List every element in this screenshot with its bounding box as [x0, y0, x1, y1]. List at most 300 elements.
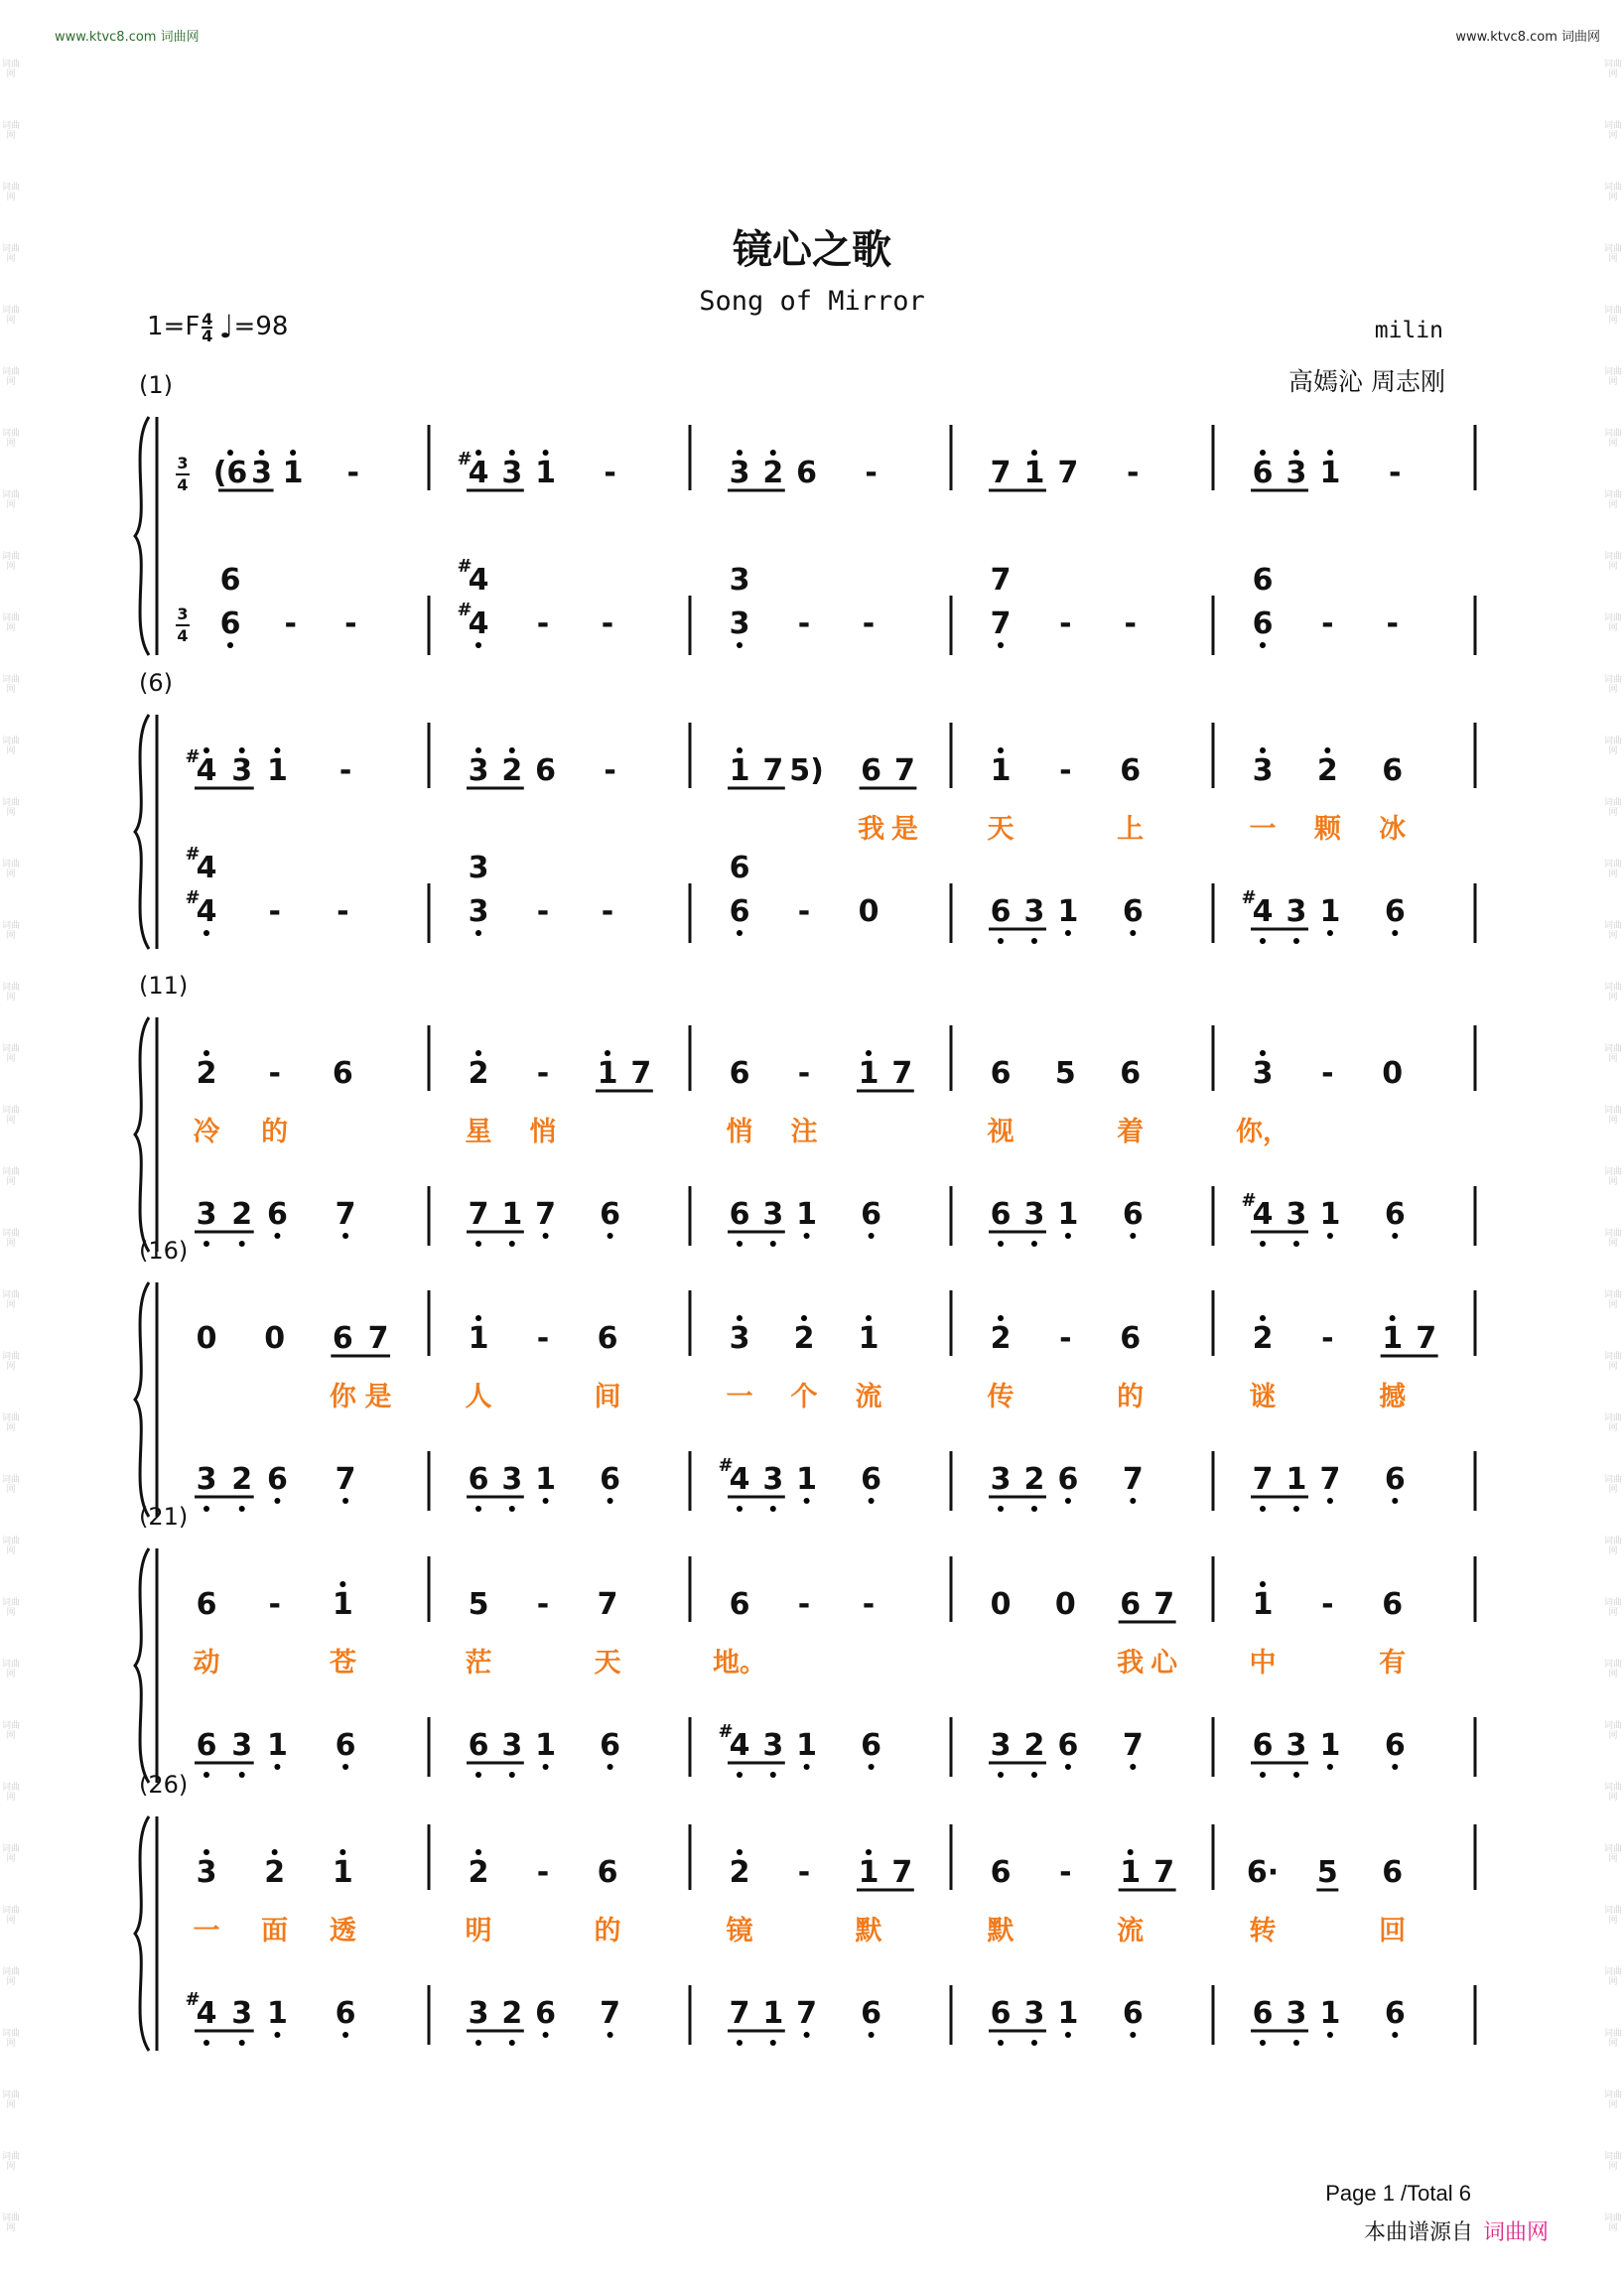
octave-low-dot: [543, 1233, 549, 1239]
source-brand: 词曲网: [1482, 2220, 1549, 2245]
octave-low-dot: [342, 1764, 348, 1770]
bass-note: 3: [1286, 894, 1307, 929]
melody-note: 3: [196, 1855, 217, 1890]
melody-note: 7: [1416, 1321, 1437, 1356]
octave-low-dot: [1327, 1498, 1333, 1504]
octave-high-dot: [509, 450, 515, 456]
bass-note: 3: [196, 1197, 217, 1232]
lyric-char: 谜: [1249, 1382, 1277, 1412]
bass-note: 3: [762, 1728, 784, 1763]
lyric-char: 心: [1150, 1648, 1178, 1678]
bass-note: 7: [468, 1197, 489, 1232]
octave-low-dot: [1260, 1772, 1266, 1778]
melody-note: 4: [196, 753, 217, 788]
lyric-char: 注: [790, 1117, 818, 1147]
bass-note: 7: [335, 1462, 356, 1497]
octave-low-dot: [1293, 1241, 1299, 1247]
watermark-strip-text: 词曲网: [1604, 1044, 1623, 1064]
octave-low-dot: [342, 1233, 348, 1239]
chord-note: 4: [196, 851, 217, 885]
watermark-strip-text: 词曲网: [2, 1537, 21, 1556]
watermark-strip-text: 词曲网: [1604, 798, 1623, 818]
watermark-strip-text: 词曲网: [1604, 2213, 1623, 2233]
octave-high-dot: [801, 1315, 807, 1321]
octave-low-dot: [737, 1241, 743, 1247]
bass-note: 0: [858, 894, 880, 929]
melody-note: -: [1127, 456, 1140, 490]
octave-low-dot: [509, 1506, 515, 1512]
octave-high-dot: [274, 747, 280, 753]
sharp-sign: #: [1241, 887, 1257, 908]
bass-note: 3: [231, 1996, 253, 2031]
bass-note: 1: [1319, 1197, 1341, 1232]
lyric-char: 视: [987, 1117, 1015, 1147]
octave-high-dot: [1128, 1849, 1134, 1855]
melody-note: 1: [858, 1855, 880, 1890]
bass-note: 6: [1122, 1197, 1144, 1232]
watermark-strip-text: 词曲网: [2, 1660, 21, 1679]
watermark-strip-text: 词曲网: [2, 1290, 21, 1310]
sharp-sign: #: [1241, 1190, 1257, 1211]
melody-note: 0: [990, 1587, 1012, 1622]
octave-low-dot: [1031, 1506, 1037, 1512]
melody-note: 0: [196, 1321, 217, 1356]
composer: milin: [1374, 318, 1443, 343]
header-watermark-right: www.ktvc8.com 词曲网: [1455, 30, 1600, 45]
octave-low-dot: [1130, 2032, 1136, 2038]
octave-low-dot: [608, 1233, 613, 1239]
lyric-char: 天: [594, 1648, 621, 1678]
watermark-strip-text: 词曲网: [2, 490, 21, 510]
watermark-strip-text: 词曲网: [2, 737, 21, 756]
time-bottom: 4: [202, 326, 213, 345]
bass-note: 1: [1319, 1996, 1341, 2031]
melody-note: 1: [535, 456, 557, 490]
sharp-sign: #: [185, 746, 201, 767]
lyric-char: 上: [1117, 814, 1145, 845]
melody-note: 3: [1286, 456, 1307, 490]
melody-note: -: [1389, 456, 1402, 490]
header-watermark-left: www.ktvc8.com 词曲网: [55, 30, 200, 45]
octave-low-dot: [737, 1772, 743, 1778]
melody-note: 1: [858, 1321, 880, 1356]
melody-note: -: [604, 456, 616, 490]
octave-low-dot: [608, 2032, 613, 2038]
octave-low-dot: [770, 1506, 776, 1512]
watermark-strip-text: 词曲网: [1604, 60, 1623, 79]
measure-number: (11): [139, 972, 189, 1000]
octave-low-dot: [543, 1764, 549, 1770]
watermark-strip-text: 词曲网: [1604, 1783, 1623, 1803]
bass-note: -: [536, 894, 550, 929]
octave-high-dot: [1324, 747, 1330, 753]
bass-note: 2: [1023, 1728, 1045, 1763]
octave-low-dot: [543, 1498, 549, 1504]
source-credit: [1364, 2215, 1549, 2246]
watermark-strip-text: 词曲网: [1604, 1475, 1623, 1495]
bass-note: 3: [762, 1197, 784, 1232]
lyric-char: 你，: [1236, 1117, 1289, 1147]
bass-note: 6: [266, 1462, 288, 1497]
melody-note: 2: [793, 1321, 815, 1356]
melody-note: 6: [861, 753, 882, 788]
lyric-char: 我: [858, 814, 885, 845]
watermark-strip-text: 词曲网: [1604, 1537, 1623, 1556]
octave-low-dot: [1130, 1764, 1136, 1770]
melody-note: 3: [501, 456, 523, 490]
octave-high-dot: [339, 1849, 345, 1855]
lyric-char: 转: [1249, 1916, 1277, 1946]
octave-low-dot: [1260, 2040, 1266, 2046]
melody-note: 7: [367, 1321, 389, 1356]
song-title: 镜心之歌: [733, 226, 891, 273]
octave-low-dot: [227, 642, 233, 648]
melody-note: 1: [266, 753, 288, 788]
melody-note: 6: [1120, 1321, 1142, 1356]
octave-high-dot: [770, 450, 776, 456]
melody-note: 6: [1120, 1587, 1142, 1622]
octave-high-dot: [290, 450, 296, 456]
octave-low-dot: [239, 1506, 245, 1512]
watermark-strip-text: 词曲网: [1604, 737, 1623, 756]
melody-note: 7: [762, 753, 784, 788]
chord-note: 7: [990, 563, 1012, 598]
bass-note: 7: [729, 1996, 750, 2031]
octave-low-dot: [1327, 930, 1333, 936]
melody-note: 3: [1252, 1056, 1274, 1091]
bass-note: 6: [600, 1197, 621, 1232]
bass-note: 6: [1384, 1462, 1406, 1497]
bass-note: 1: [535, 1462, 557, 1497]
octave-low-dot: [804, 2032, 810, 2038]
melody-note: 6: [332, 1056, 353, 1091]
lyric-char: 动: [193, 1648, 220, 1678]
lyric-char: 流: [1117, 1916, 1145, 1946]
octave-high-dot: [259, 450, 265, 456]
bass-note: 6: [1057, 1728, 1079, 1763]
bass-note: -: [797, 606, 811, 641]
melody-note: 1: [1319, 456, 1341, 490]
bass-note: 6: [600, 1462, 621, 1497]
octave-low-dot: [1293, 1772, 1299, 1778]
bass-note: 3: [468, 894, 489, 929]
octave-low-dot: [869, 1233, 875, 1239]
octave-low-dot: [737, 642, 743, 648]
octave-low-dot: [1327, 1233, 1333, 1239]
bass-note: 1: [796, 1197, 818, 1232]
bass-note: 6: [1252, 1728, 1274, 1763]
watermark-strip-text: 词曲网: [2, 1783, 21, 1803]
octave-low-dot: [239, 1241, 245, 1247]
lyric-char: 冷: [193, 1117, 220, 1147]
lyric-char: 镜: [726, 1916, 753, 1946]
bass-note: 7: [1252, 1462, 1274, 1497]
octave-high-dot: [866, 1315, 872, 1321]
melody-note: 6: [1120, 753, 1142, 788]
octave-low-dot: [737, 930, 743, 936]
measure-number: (26): [139, 1771, 189, 1799]
bass-note: 6: [1384, 1996, 1406, 2031]
melody-note: 1: [282, 456, 304, 490]
melody-note: -: [604, 753, 616, 788]
bass-note: 3: [729, 606, 750, 641]
melody-note: 7: [893, 753, 915, 788]
octave-low-dot: [770, 2040, 776, 2046]
octave-low-dot: [274, 1764, 280, 1770]
lyric-char: 星: [465, 1117, 492, 1147]
lyric-char: 传: [987, 1382, 1015, 1412]
watermark-strip-text: 词曲网: [2, 921, 21, 941]
melody-note: -: [797, 1587, 811, 1622]
lyric-char: 间: [594, 1382, 621, 1412]
bass-note: 7: [796, 1996, 818, 2031]
sharp-sign: #: [185, 844, 201, 865]
octave-low-dot: [1293, 1506, 1299, 1512]
melody-note: -: [797, 1056, 811, 1091]
melody-note: -: [346, 456, 359, 490]
watermark-strip-text: 词曲网: [1604, 2090, 1623, 2110]
octave-low-dot: [1260, 1241, 1266, 1247]
melody-note: 6: [990, 1855, 1012, 1890]
bass-note: 1: [796, 1728, 818, 1763]
melody-note: 1: [990, 753, 1012, 788]
octave-low-dot: [998, 642, 1004, 648]
lyric-char: 一: [193, 1916, 220, 1946]
melody-note: 7: [1057, 456, 1079, 490]
lyric-char: 我: [1117, 1648, 1145, 1678]
bass-note: -: [862, 606, 876, 641]
octave-low-dot: [804, 1498, 810, 1504]
octave-low-dot: [869, 1764, 875, 1770]
melody-note: 5: [1316, 1855, 1338, 1890]
watermark-strip-text: 词曲网: [2, 367, 21, 387]
octave-low-dot: [1065, 2032, 1071, 2038]
grand-staff-brace: [135, 1282, 149, 1517]
watermark-strip-text: 词曲网: [1604, 860, 1623, 879]
bass-note: 6: [468, 1728, 489, 1763]
octave-high-dot: [1390, 1315, 1396, 1321]
watermark-strip-text: 词曲网: [1604, 1598, 1623, 1618]
bass-note: 6: [990, 894, 1012, 929]
sharp-sign: #: [457, 449, 473, 469]
melody-note: 6: [796, 456, 818, 490]
octave-low-dot: [1327, 1764, 1333, 1770]
time-sig-numerator: 3: [177, 454, 189, 472]
octave-low-dot: [274, 1498, 280, 1504]
bass-note: 1: [501, 1197, 523, 1232]
key-text: 1=F: [147, 312, 201, 341]
lyric-char: 地。: [713, 1648, 766, 1678]
watermark-strip-text: 词曲网: [1604, 921, 1623, 941]
bass-note: 1: [1286, 1462, 1307, 1497]
octave-low-dot: [1065, 1498, 1071, 1504]
lyric-char: 默: [987, 1916, 1015, 1946]
bass-note: 1: [1057, 1996, 1079, 2031]
octave-high-dot: [203, 747, 209, 753]
melody-note: -: [536, 1587, 550, 1622]
octave-low-dot: [998, 2040, 1004, 2046]
bass-note: 6: [1122, 894, 1144, 929]
watermark-strip-text: 词曲网: [2, 552, 21, 572]
melody-note: -: [1321, 1321, 1334, 1356]
octave-low-dot: [804, 1764, 810, 1770]
singers: 高嫣沁 周志刚: [1288, 367, 1445, 396]
bass-note: 6: [1057, 1462, 1079, 1497]
bass-note: 3: [196, 1462, 217, 1497]
lyric-char: 茫: [465, 1648, 492, 1678]
bass-note: 4: [1252, 894, 1274, 929]
melody-note: 1: [1023, 456, 1045, 490]
octave-low-dot: [1293, 2040, 1299, 2046]
octave-low-dot: [475, 1241, 481, 1247]
bass-note: 1: [1057, 894, 1079, 929]
octave-low-dot: [203, 1772, 209, 1778]
melody-note: 3: [231, 753, 253, 788]
melody-note: 7: [597, 1587, 618, 1622]
melody-note: 6: [196, 1587, 217, 1622]
lyric-char: 苍: [329, 1648, 356, 1678]
octave-high-dot: [339, 1581, 345, 1587]
melody-note: 2: [729, 1855, 750, 1890]
melody-note: 6: [1382, 1855, 1404, 1890]
watermark-strip-text: 词曲网: [2, 1967, 21, 1987]
bass-note: 7: [335, 1197, 356, 1232]
octave-low-dot: [1065, 1764, 1071, 1770]
bass-note: 3: [762, 1462, 784, 1497]
bass-note: 3: [1286, 1728, 1307, 1763]
lyric-char: 的: [261, 1117, 289, 1147]
chord-note: 4: [468, 563, 489, 598]
watermark-strip-text: 词曲网: [2, 1352, 21, 1372]
octave-low-dot: [608, 1498, 613, 1504]
watermark-strip-text: 词曲网: [2, 1475, 21, 1495]
lyric-char: 一: [726, 1382, 753, 1412]
octave-low-dot: [1130, 1233, 1136, 1239]
watermark-strip-text: 词曲网: [1604, 1660, 1623, 1679]
watermark-strip-text: 词曲网: [2, 183, 21, 202]
bass-note: 2: [501, 1996, 523, 2031]
watermark-strip-text: 词曲网: [2, 2152, 21, 2172]
melody-note: 6: [597, 1321, 618, 1356]
melody-note: 3: [468, 753, 489, 788]
octave-high-dot: [475, 1849, 481, 1855]
melody-note: -: [268, 1587, 281, 1622]
melody-note: 1: [597, 1056, 618, 1091]
melody-note: 6: [332, 1321, 353, 1356]
octave-high-dot: [605, 1050, 610, 1056]
watermark-strip-text: 词曲网: [1604, 1721, 1623, 1741]
bass-note: 6: [861, 1462, 882, 1497]
melody-note: 3: [729, 1321, 750, 1356]
measure-number: (6): [139, 669, 173, 697]
octave-high-dot: [509, 747, 515, 753]
octave-low-dot: [1031, 1772, 1037, 1778]
octave-high-dot: [737, 747, 743, 753]
octave-low-dot: [998, 1506, 1004, 1512]
melody-note: 7: [891, 1855, 913, 1890]
watermark-strip-text: 词曲网: [2, 675, 21, 695]
octave-high-dot: [239, 747, 245, 753]
lyric-char: 着: [1117, 1117, 1145, 1147]
melody-note: 1: [858, 1056, 880, 1091]
bass-note: 3: [1023, 1197, 1045, 1232]
bass-note: 1: [1319, 1728, 1341, 1763]
melody-note: 6: [729, 1587, 750, 1622]
watermark-strip-text: 词曲网: [2, 306, 21, 326]
bass-note: 4: [729, 1462, 750, 1497]
octave-low-dot: [1392, 2032, 1398, 2038]
octave-low-dot: [1293, 938, 1299, 944]
watermark-strip-text: 词曲网: [1604, 1967, 1623, 1987]
octave-high-dot: [737, 450, 743, 456]
octave-low-dot: [737, 1506, 743, 1512]
bass-note: 1: [1319, 894, 1341, 929]
octave-low-dot: [737, 2040, 743, 2046]
watermark-strip-text: 词曲网: [1604, 1844, 1623, 1864]
sharp-sign: #: [718, 1721, 734, 1742]
watermark-strip-text: 词曲网: [1604, 2152, 1623, 2172]
bass-note: 7: [600, 1996, 621, 2031]
watermark-strip-text: 词曲网: [1604, 675, 1623, 695]
lyric-char: 个: [790, 1382, 818, 1412]
bass-note: 6: [861, 1197, 882, 1232]
watermark-strip-text: 词曲网: [2, 121, 21, 141]
bass-note: 2: [231, 1197, 253, 1232]
melody-note: -: [536, 1056, 550, 1091]
melody-note: 6: [597, 1855, 618, 1890]
melody-note: 1: [1252, 1587, 1274, 1622]
watermark-strip-text: 词曲网: [1604, 2029, 1623, 2049]
melody-note: 1: [468, 1321, 489, 1356]
bass-note: 3: [1023, 894, 1045, 929]
watermark-strip-text: 词曲网: [1604, 1167, 1623, 1187]
melody-note: 7: [1153, 1855, 1175, 1890]
bass-note: 1: [266, 1996, 288, 2031]
lyric-char: 悄: [726, 1117, 753, 1147]
melody-note: 2: [264, 1855, 286, 1890]
melody-note: 2: [196, 1056, 217, 1091]
sharp-sign: #: [457, 556, 473, 577]
bass-note: -: [601, 894, 614, 929]
bass-note: 3: [501, 1728, 523, 1763]
melody-note: -: [268, 1056, 281, 1091]
lyric-char: 的: [594, 1916, 621, 1946]
bass-note: 7: [1122, 1728, 1144, 1763]
octave-low-dot: [869, 2032, 875, 2038]
bass-note: 3: [1286, 1197, 1307, 1232]
melody-note: 2: [468, 1056, 489, 1091]
time-top: 4: [202, 309, 213, 329]
lyric-char: 一: [1249, 814, 1277, 845]
watermark-strip-text: 词曲网: [2, 860, 21, 879]
time-sig-denominator: 4: [177, 626, 189, 645]
bass-note: 4: [196, 894, 217, 929]
bass-note: 7: [990, 606, 1012, 641]
watermark-strip-text: 词曲网: [2, 1598, 21, 1618]
octave-high-dot: [475, 1315, 481, 1321]
melody-note: 0: [1054, 1587, 1076, 1622]
octave-high-dot: [1260, 1315, 1266, 1321]
octave-low-dot: [1031, 2040, 1037, 2046]
bass-note: 3: [468, 1996, 489, 2031]
tempo-text: =98: [233, 312, 289, 341]
bass-note: -: [268, 894, 281, 929]
bass-note: 6: [468, 1462, 489, 1497]
bass-note: 6: [729, 894, 750, 929]
chord-note: 3: [468, 851, 489, 885]
melody-note: 1: [1382, 1321, 1404, 1356]
melody-note: 2: [762, 456, 784, 490]
